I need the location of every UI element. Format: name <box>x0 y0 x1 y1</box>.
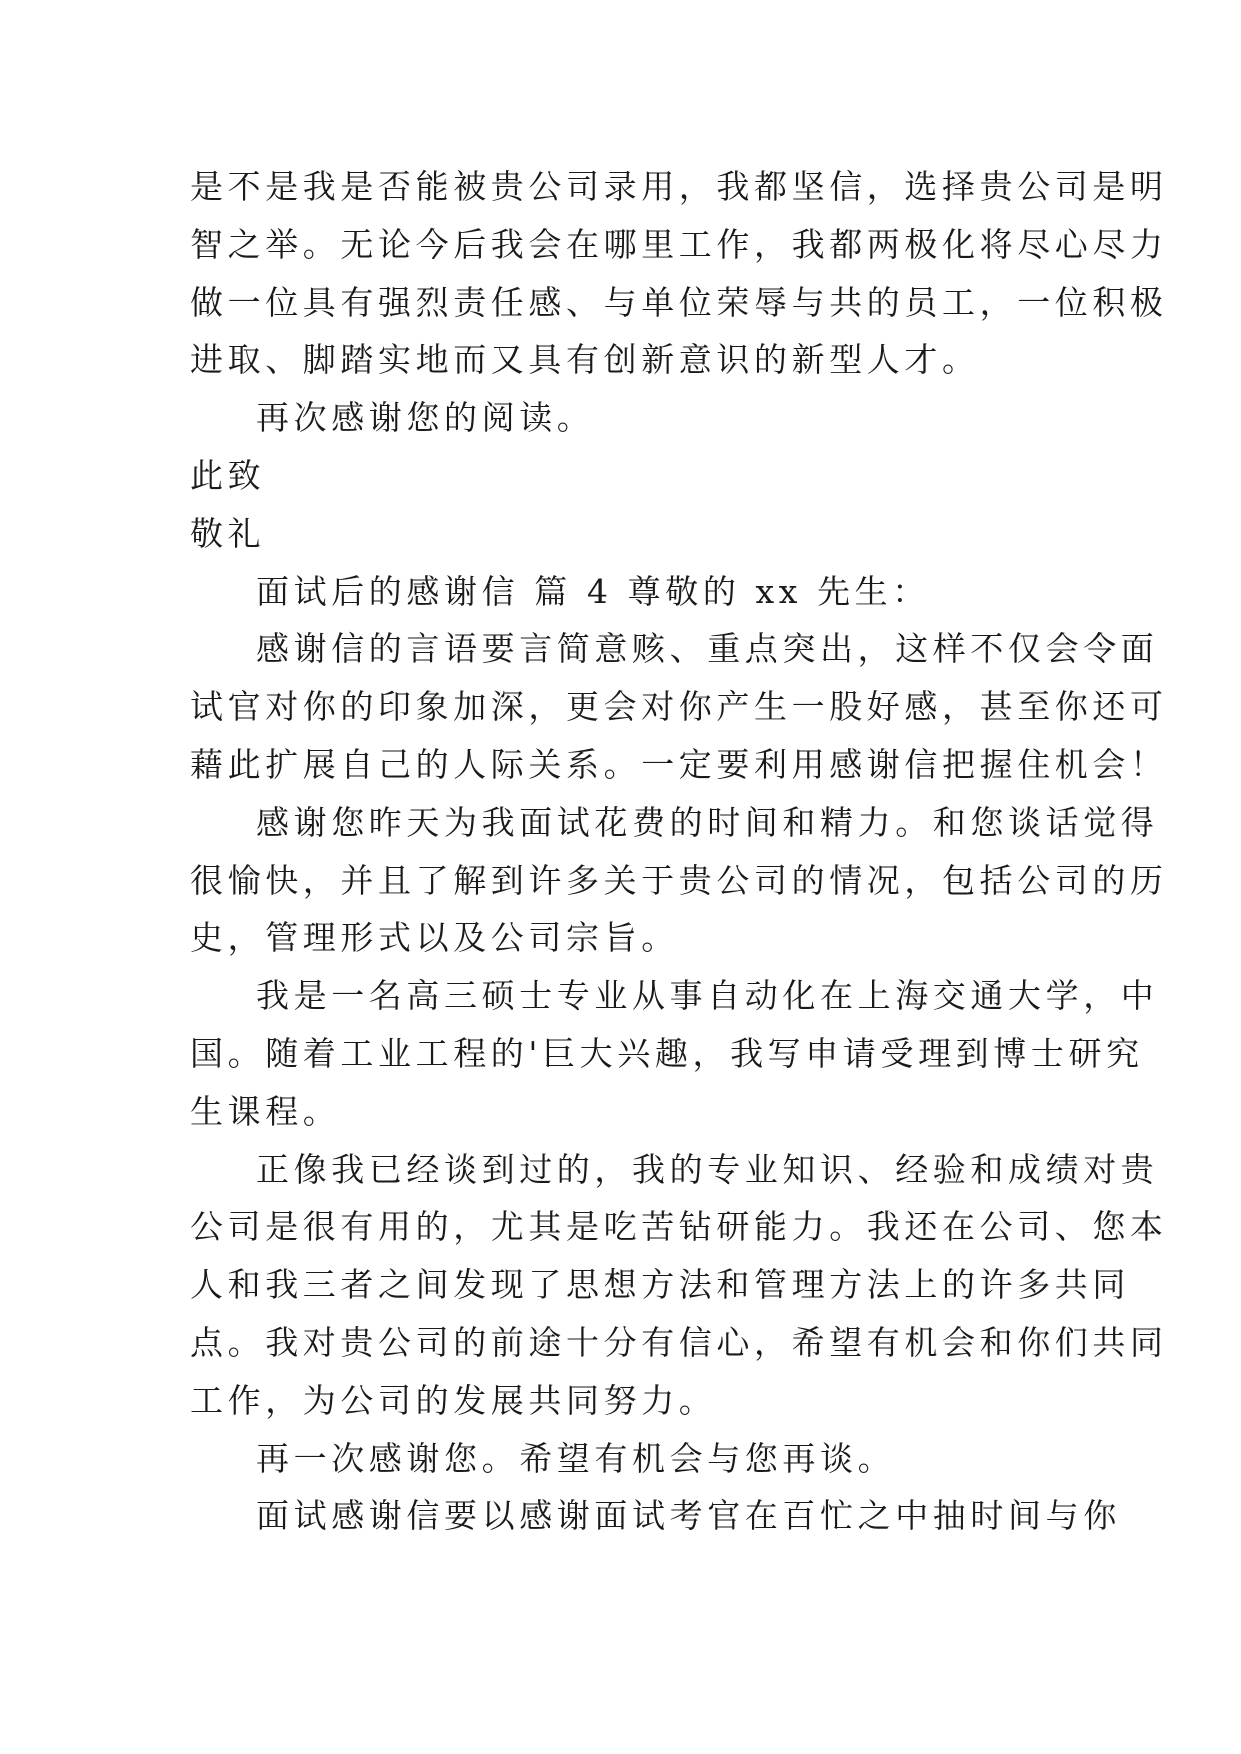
text-line: 再次感谢您的阅读。 <box>256 398 595 438</box>
text-line: 公司是很有用的，尤其是吃苦钻研能力。我还在公司、您本 <box>190 1207 1168 1247</box>
text-line: 感谢信的言语要言简意赅、重点突出，这样不仅会令面 <box>256 629 1159 669</box>
text-line: 正像我已经谈到过的，我的专业知识、经验和成绩对贵 <box>256 1149 1159 1189</box>
text-line: 智之举。无论今后我会在哪里工作，我都两极化将尽心尽力 <box>190 224 1168 264</box>
text-line: 人和我三者之间发现了思想方法和管理方法上的许多共同 <box>190 1265 1130 1305</box>
text-line: 我是一名高三硕士专业从事自动化在上海交通大学，中 <box>256 976 1159 1016</box>
text-line: 工作，为公司的发展共同努力。 <box>190 1380 717 1420</box>
text-line: 藉此扩展自己的人际关系。一定要利用感谢信把握住机会！ <box>190 744 1168 784</box>
text-line: 再一次感谢您。希望有机会与您再谈。 <box>256 1438 896 1478</box>
document-page <box>190 158 1168 1545</box>
text-line: 国。随着工业工程的'巨大兴趣，我写申请受理到博士研究 <box>190 1033 1144 1073</box>
text-line: 做一位具有强烈责任感、与单位荣辱与共的员工，一位积极 <box>190 282 1168 322</box>
text-line: 试官对你的印象加深，更会对你产生一股好感，甚至你还可 <box>190 687 1168 727</box>
closing-salutation: 敬礼 <box>190 513 266 553</box>
text-line: 面试感谢信要以感谢面试考官在百忙之中抽时间与你 <box>256 1496 1121 1536</box>
section-heading: 面试后的感谢信 篇 4 尊敬的 xx 先生： <box>256 571 930 611</box>
text-line: 点。我对贵公司的前途十分有信心，希望有机会和你们共同 <box>190 1322 1168 1362</box>
text-line: 感谢您昨天为我面试花费的时间和精力。和您谈话觉得 <box>256 802 1159 842</box>
text-line: 史，管理形式以及公司宗旨。 <box>190 918 679 958</box>
closing-salutation: 此致 <box>190 455 266 495</box>
text-line: 很愉快，并且了解到许多关于贵公司的情况，包括公司的历 <box>190 860 1168 900</box>
text-line: 是不是我是否能被贵公司录用，我都坚信，选择贵公司是明 <box>190 167 1168 206</box>
text-line: 进取、脚踏实地而又具有创新意识的新型人才。 <box>190 340 980 380</box>
text-line: 生课程。 <box>190 1091 341 1131</box>
